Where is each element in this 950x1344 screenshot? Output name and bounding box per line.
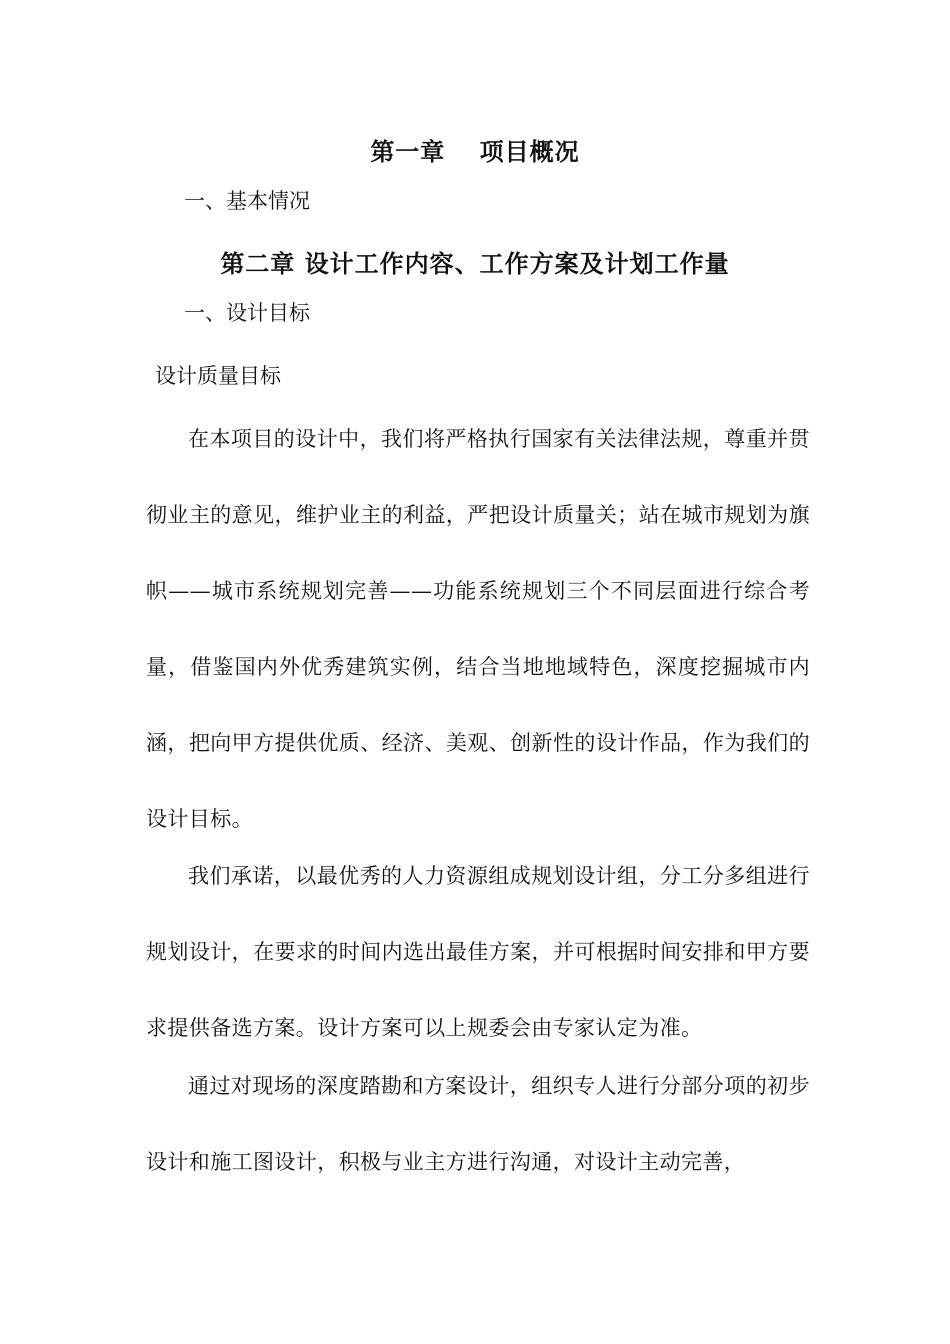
chapter-1-title: 第一章 项目概况 <box>370 137 580 166</box>
chapter-2-title: 第二章 设计工作内容、工作方案及计划工作量 <box>220 249 730 278</box>
paragraph-commitment: 我们承诺，以最优秀的人力资源组成规划设计组，分工分多组进行规划设计，在要求的时间内选出最佳方案，并可根据时间安排和甲方要求提供备选方案。设计方案可以上规委会由专家认定为准。 <box>146 864 810 1040</box>
paragraph-site-survey: 通过对现场的深度踏勘和方案设计，组织专人进行分部分项的初步设计和施工图设计，积极与业主方进行沟通，对设计主动完善， <box>146 1074 810 1174</box>
paragraph-design-goal: 在本项目的设计中，我们将严格执行国家有关法律法规，尊重并贯彻业主的意见，维护业主的利益，严把设计质量关；站在城市规划为旗帜——城市系统规划完善——功能系统规划三个不同层面进行综合考量，借鉴国内外优秀建筑实例，结合当地地域特色，深度挖掘城市内涵，把向甲方提供优质、经济、美观、创新性的设计作品，作为我们的设计目标。 <box>146 427 810 831</box>
subsection-quality-goal-heading: 设计质量目标 <box>155 364 281 388</box>
section-design-goal-heading: 一、设计目标 <box>184 301 310 325</box>
section-basic-info-heading: 一、基本情况 <box>184 189 310 213</box>
